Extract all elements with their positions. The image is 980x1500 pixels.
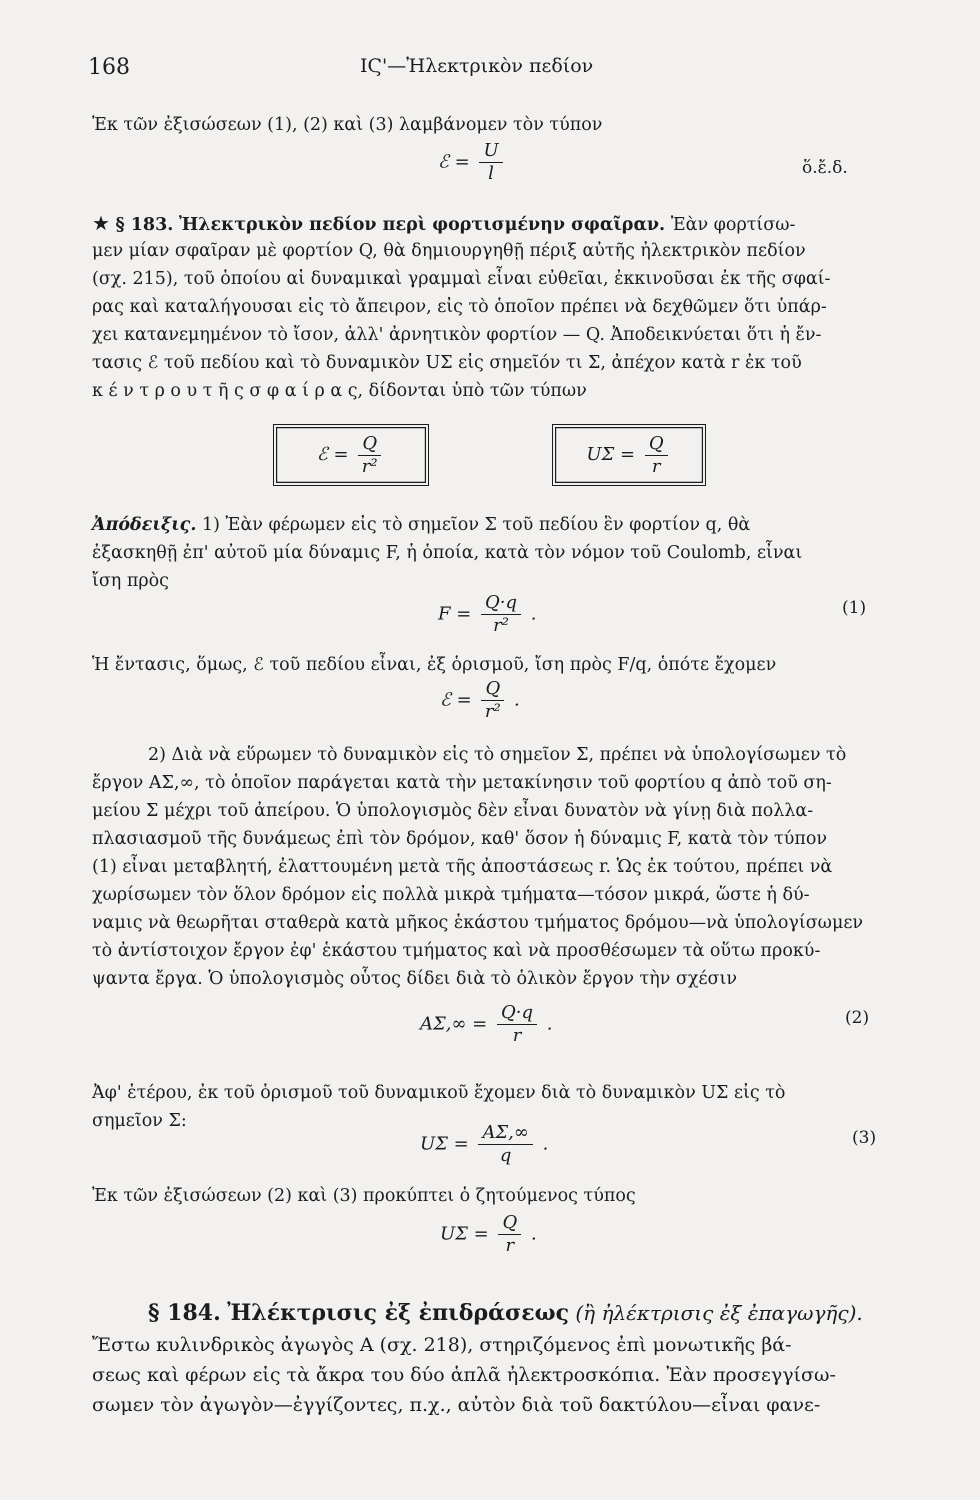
- fraction: [481, 678, 504, 723]
- denominator: r²: [493, 615, 509, 636]
- section-title: Ἠλέκτρισις ἐξ ἐπιδράσεως: [227, 1300, 569, 1326]
- paragraph-line: μεν μίαν σφαῖραν μὲ φορτίον Q, θὰ δημιουργηθῇ πέριξ αὐτῆς ἠλεκτρικὸν πεδίον: [92, 241, 806, 261]
- proof-label: Ἀπόδειξις.: [92, 515, 197, 535]
- equation-tail: .: [542, 1133, 549, 1155]
- qed-mark: ὅ.ἔ.δ.: [802, 158, 848, 178]
- fraction: [479, 140, 502, 185]
- denominator: r²: [484, 701, 501, 722]
- paragraph-line: κ έ ν τ ρ ο υ τ ῆ ς σ φ α ί ρ α ς, δίδονται ὑπὸ τῶν τύπων: [92, 381, 587, 401]
- proof-line: ἐξασκηθῇ ἐπ' αὐτοῦ μία δύναμις F, ἡ ὁποία, κατὰ τὸν νόμον τοῦ Coulomb, εἶναι: [92, 543, 803, 563]
- paragraph-line: τασις ℰ τοῦ πεδίου καὶ τὸ δυναμικὸν UΣ εἰς σημεῖόν τι Σ, ἀπέχον κατὰ r ἐκ τοῦ: [92, 353, 802, 373]
- section-183-heading: [92, 210, 892, 238]
- paragraph-line: Ἡ ἔντασις, ὅμως, ℰ τοῦ πεδίου εἶναι, ἐξ ὁρισμοῦ, ἴση πρὸς F/q, ὁπότε ἔχομεν: [92, 655, 777, 675]
- equation-lhs: UΣ =: [420, 1133, 469, 1155]
- equation-number: (1): [842, 598, 867, 618]
- fraction: [358, 433, 381, 478]
- section-number: § 183.: [115, 215, 174, 235]
- page-number: 168: [88, 55, 130, 80]
- denominator: q: [499, 1145, 512, 1166]
- equation-potential: [553, 425, 705, 485]
- numerator: Q: [481, 678, 504, 701]
- equation-final: [440, 1212, 537, 1257]
- equation-number: (3): [852, 1128, 877, 1148]
- paragraph-line: σωμεν τὸν ἀγωγὸν—ἐγγίζοντες, π.χ., αὐτὸν διὰ τοῦ δακτύλου—εἶναι φανε-: [92, 1394, 821, 1416]
- equation-lhs: ℰ =: [316, 444, 349, 465]
- paragraph-line: σημεῖον Σ:: [92, 1111, 187, 1131]
- paragraph-line: Ἀφ' ἑτέρου, ἐκ τοῦ ὁρισμοῦ τοῦ δυναμικοῦ ἔχομεν διὰ τὸ δυναμικὸν UΣ εἰς τὸ: [92, 1083, 786, 1103]
- equation-lhs: ℰ =: [438, 151, 470, 173]
- section-subtitle: (ἢ ἠλέκτρισις ἐξ ἐπαγωγῆς).: [575, 1301, 863, 1325]
- section-title: Ἠλεκτρικὸν πεδίον περὶ φορτισμένην σφαῖραν.: [178, 215, 666, 235]
- numerator: U: [479, 140, 502, 163]
- formula-box-intensity: [273, 424, 429, 486]
- denominator: r: [651, 455, 661, 477]
- equation-lhs: F =: [438, 603, 472, 625]
- section-184-heading: [148, 1300, 892, 1326]
- numerator: Q: [498, 1212, 521, 1235]
- formula-box-potential: [552, 424, 706, 486]
- equation-number: (2): [845, 1008, 870, 1028]
- paragraph-line: 2) Διὰ νὰ εὕρωμεν τὸ δυναμικὸν εἰς τὸ σημεῖον Σ, πρέπει νὰ ὑπολογίσωμεν τὸ: [148, 745, 847, 765]
- paragraph-line: (1) εἶναι μεταβλητή, ἐλαττουμένη μετὰ τῆς ἀποστάσεως r. Ὡς ἐκ τούτου, πρέπει νὰ: [92, 857, 833, 877]
- equation-lhs: UΣ =: [586, 444, 636, 465]
- running-title: ΙϚ'—Ἠλεκτρικὸν πεδίον: [360, 55, 594, 77]
- paragraph-line: ρας καὶ καταλήγουσαι εἰς τὸ ἄπειρον, εἰς τὸ ὁποῖον πρέπει νὰ δεχθῶμεν ὅτι ὑπάρ-: [92, 297, 827, 317]
- numerator: AΣ,∞: [478, 1122, 532, 1145]
- paragraph-line: Ἐκ τῶν ἐξισώσεων (2) καὶ (3) προκύπτει ὁ ζητούμενος τύπος: [92, 1186, 636, 1206]
- equation-lhs: ℰ =: [440, 689, 472, 711]
- equation-tail: .: [546, 1013, 553, 1035]
- denominator: r: [512, 1025, 522, 1046]
- paragraph-line: πλασιασμοῦ τῆς δυνάμεως ἐπὶ τὸν δρόμον, καθ' ὅσον ἡ δύναμις F, κατὰ τὸν τύπον: [92, 829, 828, 849]
- denominator: r²: [361, 455, 378, 477]
- paragraph-line: ναμις νὰ θεωρῆται σταθερὰ κατὰ μῆκος ἑκάστου τμήματος δρόμου—νὰ ὑπολογίσωμεν: [92, 913, 864, 933]
- proof-line: ἴση πρὸς: [92, 571, 169, 591]
- paragraph-line: μείου Σ μέχρι τοῦ ἀπείρου. Ὁ ὑπολογισμὸς δὲν εἶναι δυνατὸν νὰ γίνῃ διὰ πολλα-: [92, 801, 814, 821]
- paragraph-line: σεως καὶ φέρων εἰς τὰ ἄκρα του δύο ἁπλᾶ ἠλεκτροσκόπια. Ἐὰν προσεγγίσω-: [92, 1364, 836, 1386]
- fraction: [497, 1002, 537, 1047]
- equation-1: [438, 592, 537, 637]
- proof-line: [92, 512, 892, 538]
- paragraph-line: ψαντα ἔργα. Ὁ ὑπολογισμὸς οὗτος δίδει διὰ τὸ ὁλικὸν ἔργον τὴν σχέσιν: [92, 969, 737, 989]
- paragraph-line: χει κατανεμημένον τὸ ἴσον, ἀλλ' ἀρνητικὸν φορτίον — Q. Ἀποδεικνύεται ὅτι ἡ ἔν-: [92, 325, 822, 345]
- proof-text: 1) Ἐὰν φέρωμεν εἰς τὸ σημεῖον Σ τοῦ πεδίου ἓν φορτίον q, θὰ: [202, 515, 751, 535]
- fraction: [478, 1122, 532, 1167]
- numerator: Q·q: [497, 1002, 537, 1025]
- paragraph-line: ἔργον AΣ,∞, τὸ ὁποῖον παράγεται κατὰ τὴν μετακίνησιν τοῦ φορτίου q ἀπὸ τοῦ ση-: [92, 773, 832, 793]
- section-number: § 184.: [148, 1300, 221, 1326]
- equation-tail: .: [513, 689, 520, 711]
- paragraph-line: τὸ ἀντίστοιχον ἔργον ἐφ' ἑκάστου τμήματος καὶ νὰ προσθέσωμεν τὰ οὕτω προκύ-: [92, 941, 821, 961]
- equation-3: [420, 1122, 548, 1167]
- fraction: [645, 433, 668, 478]
- paragraph-line: Ἐὰν φορτίσω-: [670, 215, 796, 235]
- paragraph-line: χωρίσωμεν τὸν ὅλον δρόμον εἰς πολλὰ μικρὰ τμήματα—τόσον μικρά, ὥστε ἡ δύ-: [92, 885, 810, 905]
- denominator: l: [488, 163, 494, 184]
- fraction: [481, 592, 521, 637]
- paragraph-line: (σχ. 215), τοῦ ὁποίου αἱ δυναμικαὶ γραμμαὶ εἶναι εὐθεῖαι, ἐκκινοῦσαι ἐκ τῆς σφαί-: [92, 269, 831, 289]
- equation-intensity: [274, 425, 428, 485]
- numerator: Q: [645, 433, 668, 456]
- equation-lhs: UΣ =: [440, 1223, 489, 1245]
- equation-tail: .: [530, 603, 537, 625]
- denominator: r: [505, 1235, 515, 1256]
- equation-tail: .: [530, 1223, 537, 1245]
- numerator: Q: [358, 433, 381, 456]
- equation-intro: [438, 140, 507, 185]
- paragraph-line: Ἔστω κυλινδρικὸς ἀγωγὸς A (σχ. 218), στηριζόμενος ἐπὶ μονωτικῆς βά-: [92, 1334, 792, 1356]
- star-icon: ★: [92, 211, 110, 235]
- intro-line: Ἐκ τῶν ἐξισώσεων (1), (2) καὶ (3) λαμβάνομεν τὸν τύπον: [92, 115, 603, 135]
- fraction: [498, 1212, 521, 1257]
- equation-lhs: AΣ,∞ =: [420, 1013, 488, 1035]
- equation-2: [420, 1002, 552, 1047]
- numerator: Q·q: [481, 592, 521, 615]
- equation-intensity-derived: [440, 678, 520, 723]
